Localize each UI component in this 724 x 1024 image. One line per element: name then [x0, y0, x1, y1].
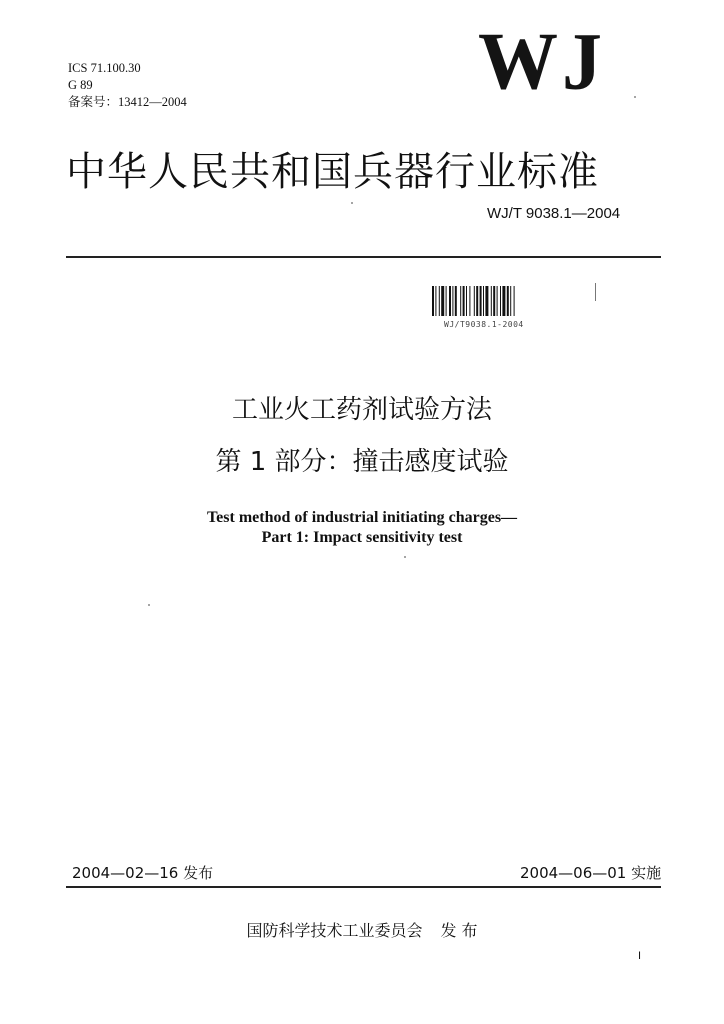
filing-number: 备案号：13412—2004 [68, 95, 187, 109]
metadata-block [68, 60, 187, 111]
page-number: I [638, 950, 642, 962]
industry-standard-title: 中华人民共和国兵器行业标准 [66, 149, 599, 195]
scan-speck [404, 556, 406, 558]
barcode-label: WJ/T9038.1-2004 [444, 320, 524, 329]
issuer-line [0, 918, 724, 941]
top-divider [66, 256, 661, 258]
ics-code: ICS 71.100.30 [68, 61, 141, 75]
wj-logo: WJ [478, 17, 606, 107]
issuer-name: 国防科学技术工业委员会 [246, 921, 423, 940]
standard-title-cn-line2: 第 1 部分：撞击感度试验 [215, 447, 509, 477]
implementation-date: 2004—06—01 实施 [520, 864, 662, 882]
category-code: G 89 [68, 78, 93, 92]
barcode-icon [430, 286, 545, 318]
standard-title-en-line1: Test method of industrial initiating charges— [206, 509, 518, 526]
standard-code: WJ/T 9038.1—2004 [487, 205, 621, 222]
scan-speck [148, 604, 150, 606]
scan-mark [595, 283, 596, 301]
scan-speck [351, 202, 353, 204]
standard-title-en-line2: Part 1: Impact sensitivity test [261, 529, 463, 546]
bottom-divider [66, 886, 661, 888]
issue-date: 2004—02—16 发布 [72, 864, 214, 882]
scan-speck [634, 96, 636, 98]
issuer-action: 发 布 [440, 921, 478, 940]
standard-title-cn-line1: 工业火工药剂试验方法 [231, 395, 492, 425]
